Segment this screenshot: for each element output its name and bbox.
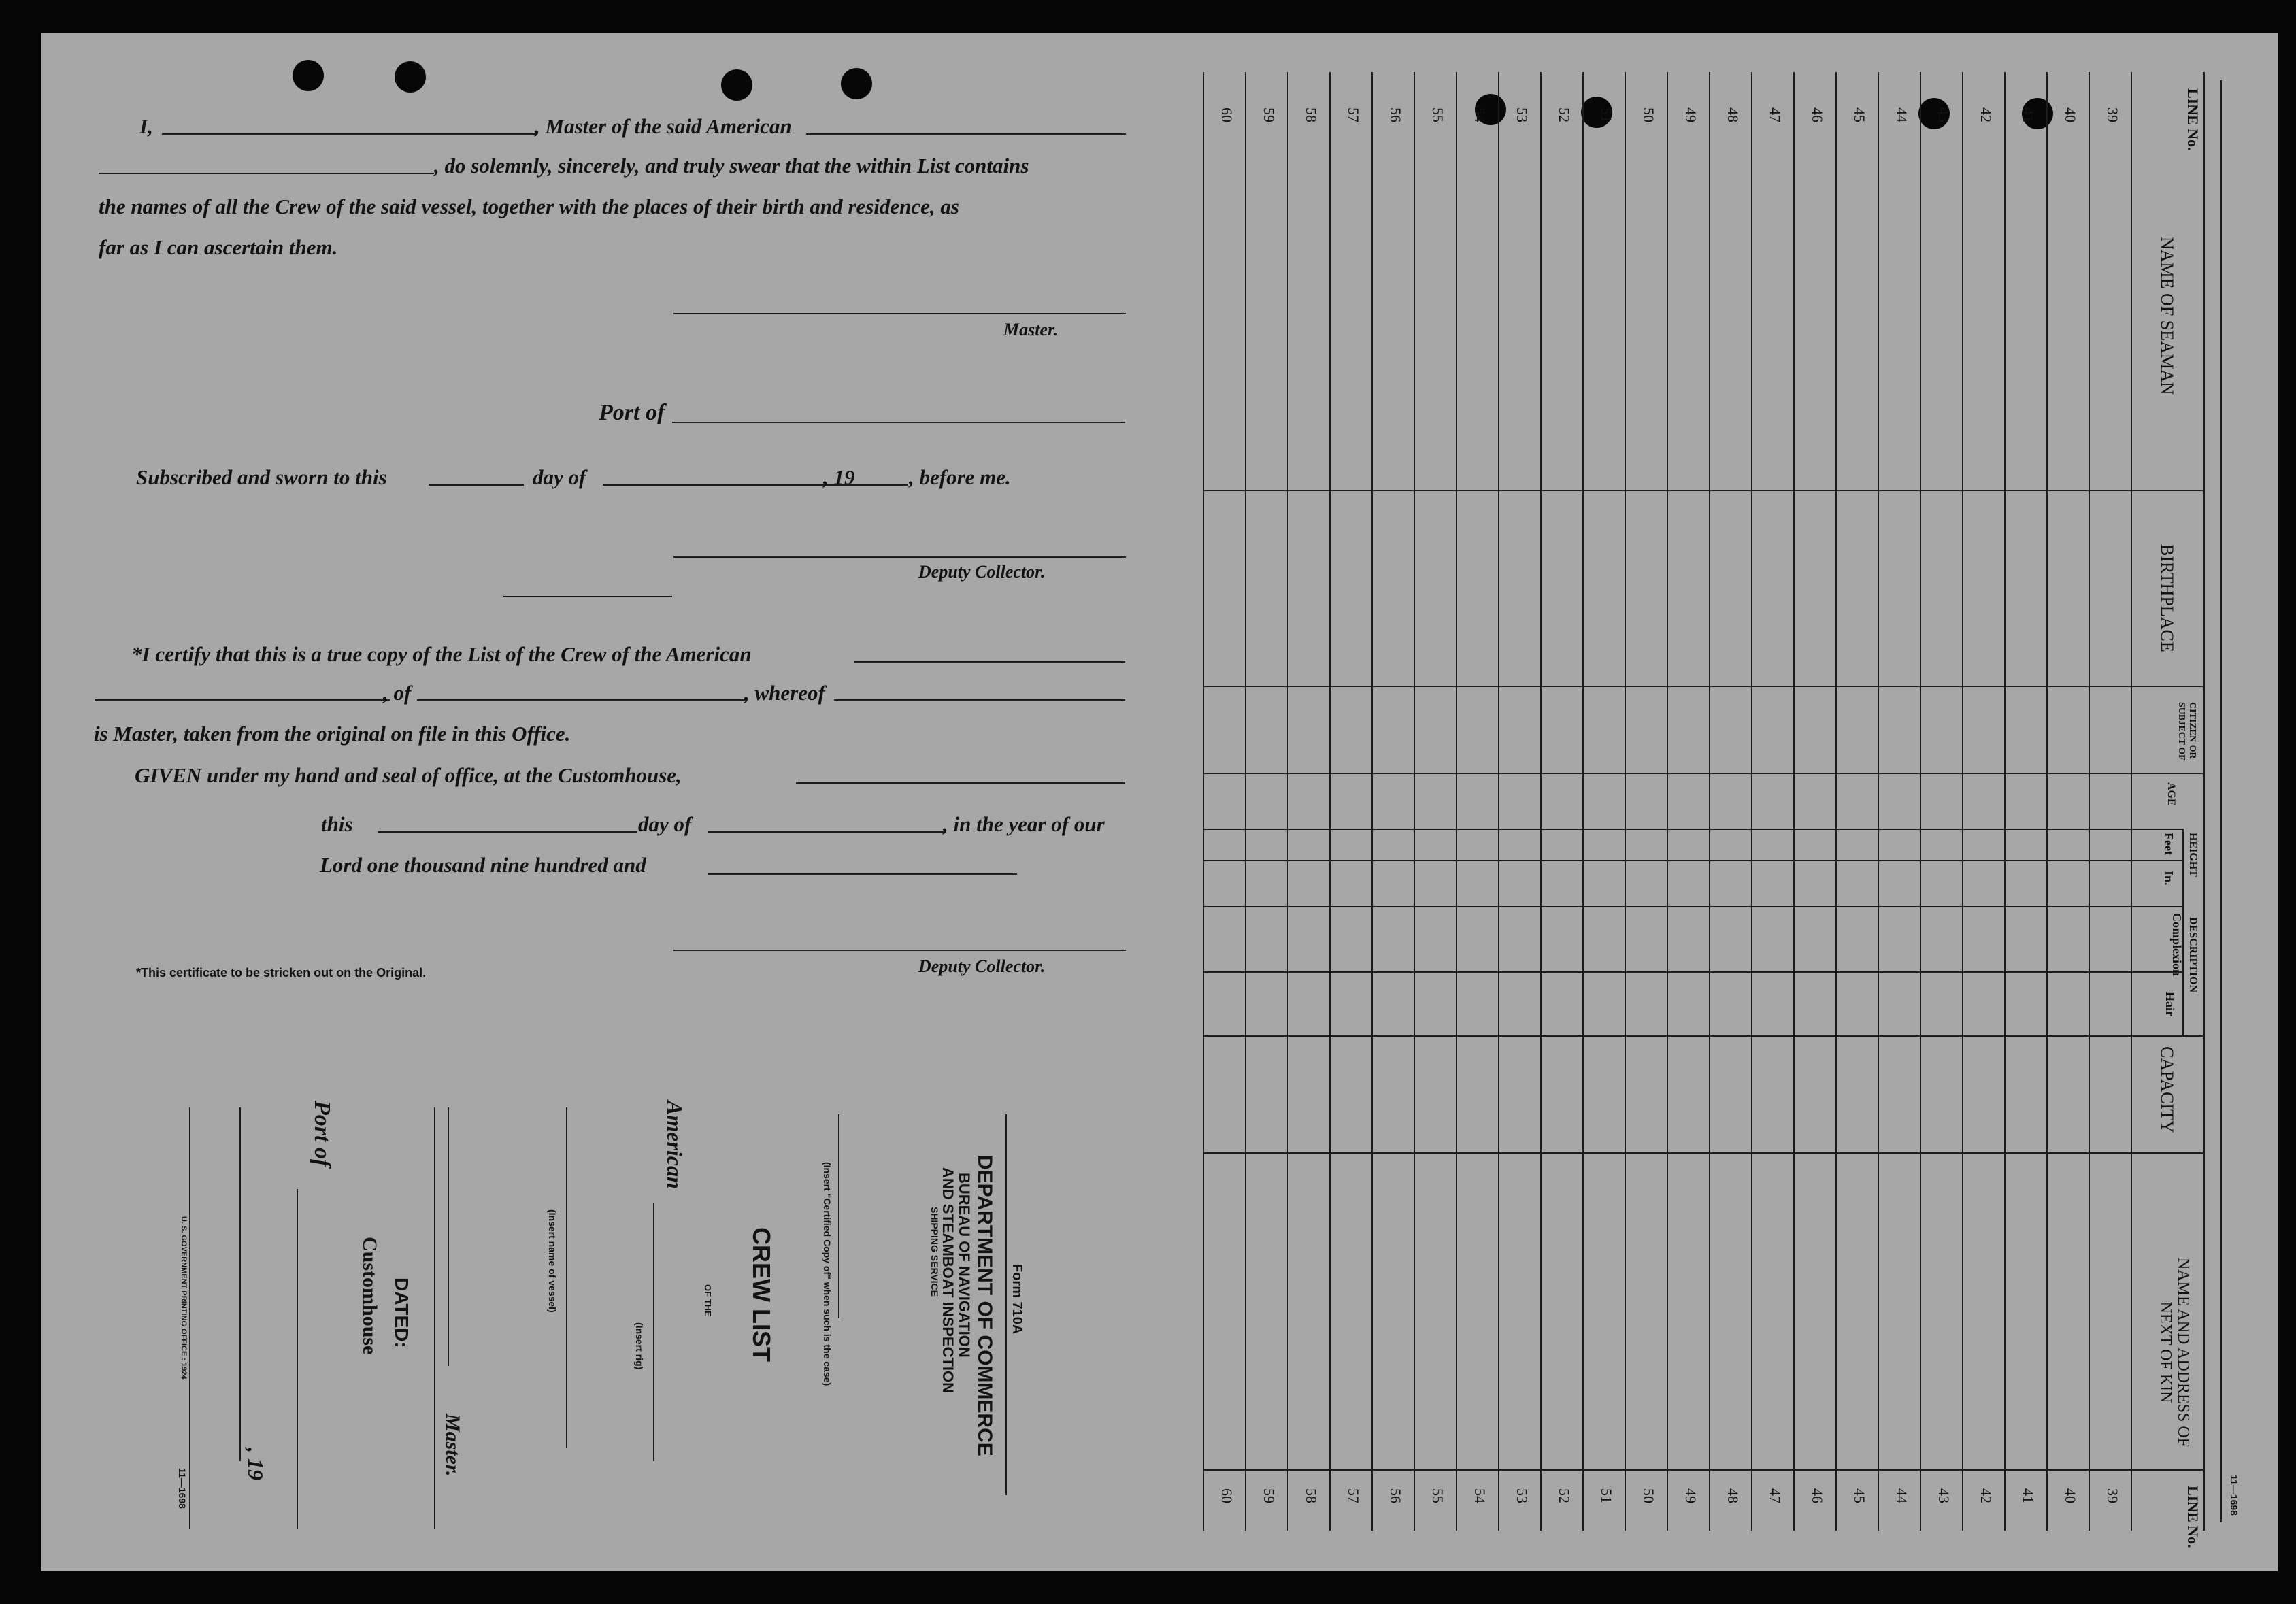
certificate-line6: Lord one thousand nine hundred and: [320, 853, 646, 877]
line-number-bottom: 49: [1682, 1488, 1699, 1503]
certificate-this: this: [321, 812, 353, 836]
line-number-top: 40: [2062, 107, 2079, 122]
certificate-year-of-our: , in the year of our: [943, 812, 1105, 836]
line-no-header-bottom: LINE No.: [2184, 1486, 2201, 1548]
line-number-bottom: 60: [1218, 1488, 1235, 1503]
line-number-bottom: 42: [1978, 1488, 1995, 1503]
line-number-bottom: 44: [1893, 1488, 1910, 1503]
line-number-top: 41: [2020, 107, 2037, 122]
oath-line4: far as I can ascertain them.: [99, 235, 338, 259]
line-number-top: 56: [1387, 107, 1404, 122]
bureau-line-2: AND STEAMBOAT INSPECTION: [939, 1167, 956, 1394]
department-name: DEPARTMENT OF COMMERCE: [974, 1155, 996, 1456]
line-number-top: 46: [1809, 107, 1826, 122]
line-number-bottom: 53: [1514, 1488, 1531, 1503]
line-number-bottom: 46: [1809, 1488, 1826, 1503]
subscribed-day-of: day of: [533, 465, 586, 489]
of-the-label: OF THE: [703, 1284, 713, 1317]
line-number-bottom: 40: [2062, 1488, 2079, 1503]
certificate-deputy-label: Deputy Collector.: [918, 956, 1046, 976]
crew-list-form: [41, 33, 2278, 1571]
line-number-bottom: 57: [1345, 1488, 1362, 1503]
american-label: American: [663, 1101, 687, 1189]
printing-office-note: U. S. GOVERNMENT PRINTING OFFICE : 1924: [180, 1216, 188, 1380]
punch-hole: [721, 69, 752, 101]
line-number-bottom: 52: [1556, 1488, 1573, 1503]
line-number-bottom: 45: [1851, 1488, 1868, 1503]
insert-certified-copy-note: (Insert "Certified Copy of" when such is the case): [822, 1162, 833, 1386]
line-number-top: 39: [2104, 107, 2121, 122]
insert-rig-note: (Insert rig): [634, 1322, 645, 1370]
column-next-of-kin: NAME AND ADDRESS OF NEXT OF KIN: [2157, 1257, 2192, 1448]
certificate-of: , of: [383, 681, 412, 705]
table-code: 11—1698: [2229, 1475, 2240, 1516]
certificate-line3: is Master, taken from the original on file in this Office.: [94, 722, 571, 746]
punch-hole: [293, 60, 324, 91]
line-number-top: 50: [1640, 107, 1657, 122]
line-number-top: 53: [1514, 107, 1531, 122]
subscribed-end: , before me.: [909, 465, 1011, 489]
line-number-top: 42: [1978, 107, 1995, 122]
line-number-top: 51: [1598, 107, 1615, 122]
column-birthplace: BIRTHPLACE: [2157, 544, 2177, 652]
line-number-top: 55: [1429, 107, 1446, 122]
crew-list-title: CREW LIST: [748, 1227, 776, 1362]
column-name-of-seaman: NAME OF SEAMAN: [2157, 237, 2177, 395]
shipping-service: SHIPPING SERVICE: [929, 1207, 940, 1297]
certificate-line1: *I certify that this is a true copy of the List of the Crew of the American: [131, 642, 752, 666]
customhouse-label: Customhouse: [359, 1237, 381, 1355]
line-number-bottom: 47: [1767, 1488, 1784, 1503]
filing-code: 11—1698: [177, 1468, 188, 1509]
line-number-top: 58: [1303, 107, 1320, 122]
line-no-header-top: LINE No.: [2184, 88, 2201, 151]
column-citizen: CITIZEN OR SUBJECT OF: [2176, 702, 2197, 761]
certificate-day-of: day of: [638, 812, 692, 836]
line-number-top: 47: [1767, 107, 1784, 122]
bureau-line-1: BUREAU OF NAVIGATION: [956, 1173, 973, 1358]
certificate-line4: GIVEN under my hand and seal of office, at the Customhouse,: [135, 763, 682, 787]
line-number-top: 59: [1261, 107, 1278, 122]
certificate-footnote: *This certificate to be stricken out on the Original.: [136, 966, 427, 980]
line-number-top: 52: [1556, 107, 1573, 122]
dated-label: DATED:: [391, 1277, 412, 1348]
column-height-inches: In.: [2162, 871, 2176, 886]
line-number-bottom: 48: [1725, 1488, 1742, 1503]
form-number: Form 710A: [1010, 1264, 1025, 1335]
punch-hole: [395, 61, 426, 93]
certificate-whereof: , whereof: [744, 681, 825, 705]
line-number-top: 43: [1935, 107, 1952, 122]
column-height-feet: Feet: [2162, 833, 2176, 855]
line-number-bottom: 58: [1303, 1488, 1320, 1503]
oath-line1-mid: , Master of the said American: [535, 114, 792, 138]
line-number-bottom: 39: [2104, 1488, 2121, 1503]
deputy-collector-label: Deputy Collector.: [918, 562, 1046, 582]
line-number-bottom: 41: [2020, 1488, 2037, 1503]
line-number-bottom: 43: [1935, 1488, 1952, 1503]
line-number-top: 48: [1725, 107, 1742, 122]
column-height: HEIGHT: [2187, 833, 2199, 877]
master-signature-label: Master.: [1003, 320, 1059, 339]
oath-line1-lead: I,: [139, 114, 153, 138]
oath-line2: , do solemnly, sincerely, and truly swear that the within List contains: [434, 154, 1029, 178]
line-number-bottom: 56: [1387, 1488, 1404, 1503]
line-number-bottom: 50: [1640, 1488, 1657, 1503]
port-of-label: Port of: [599, 400, 665, 425]
line-number-top: 60: [1218, 107, 1235, 122]
line-number-bottom: 55: [1429, 1488, 1446, 1503]
line-number-top: 54: [1471, 107, 1488, 122]
oath-line3: the names of all the Crew of the said vessel, together with the places of their birth and residence, as: [99, 195, 959, 218]
column-description: DESCRIPTION: [2187, 917, 2199, 993]
line-number-bottom: 59: [1261, 1488, 1278, 1503]
subscribed-lead: Subscribed and sworn to this: [136, 465, 387, 489]
line-number-top: 49: [1682, 107, 1699, 122]
column-complexion: Complexion: [2170, 913, 2184, 977]
subscribed-year: , 19: [823, 465, 855, 489]
line-number-top: 57: [1345, 107, 1362, 122]
column-age: AGE: [2165, 782, 2177, 806]
filing-master-label: Master.: [442, 1414, 464, 1477]
column-hair: Hair: [2163, 992, 2177, 1016]
line-number-top: 45: [1851, 107, 1868, 122]
column-capacity: CAPACITY: [2157, 1046, 2177, 1133]
insert-vessel-note: (Insert name of vessel): [547, 1209, 558, 1313]
punch-hole: [841, 68, 872, 99]
line-number-bottom: 51: [1598, 1488, 1615, 1503]
line-number-top: 44: [1893, 107, 1910, 122]
port-of-filing: Port of: [310, 1101, 335, 1167]
line-number-bottom: 54: [1471, 1488, 1488, 1503]
filing-year: , 19: [244, 1448, 268, 1480]
